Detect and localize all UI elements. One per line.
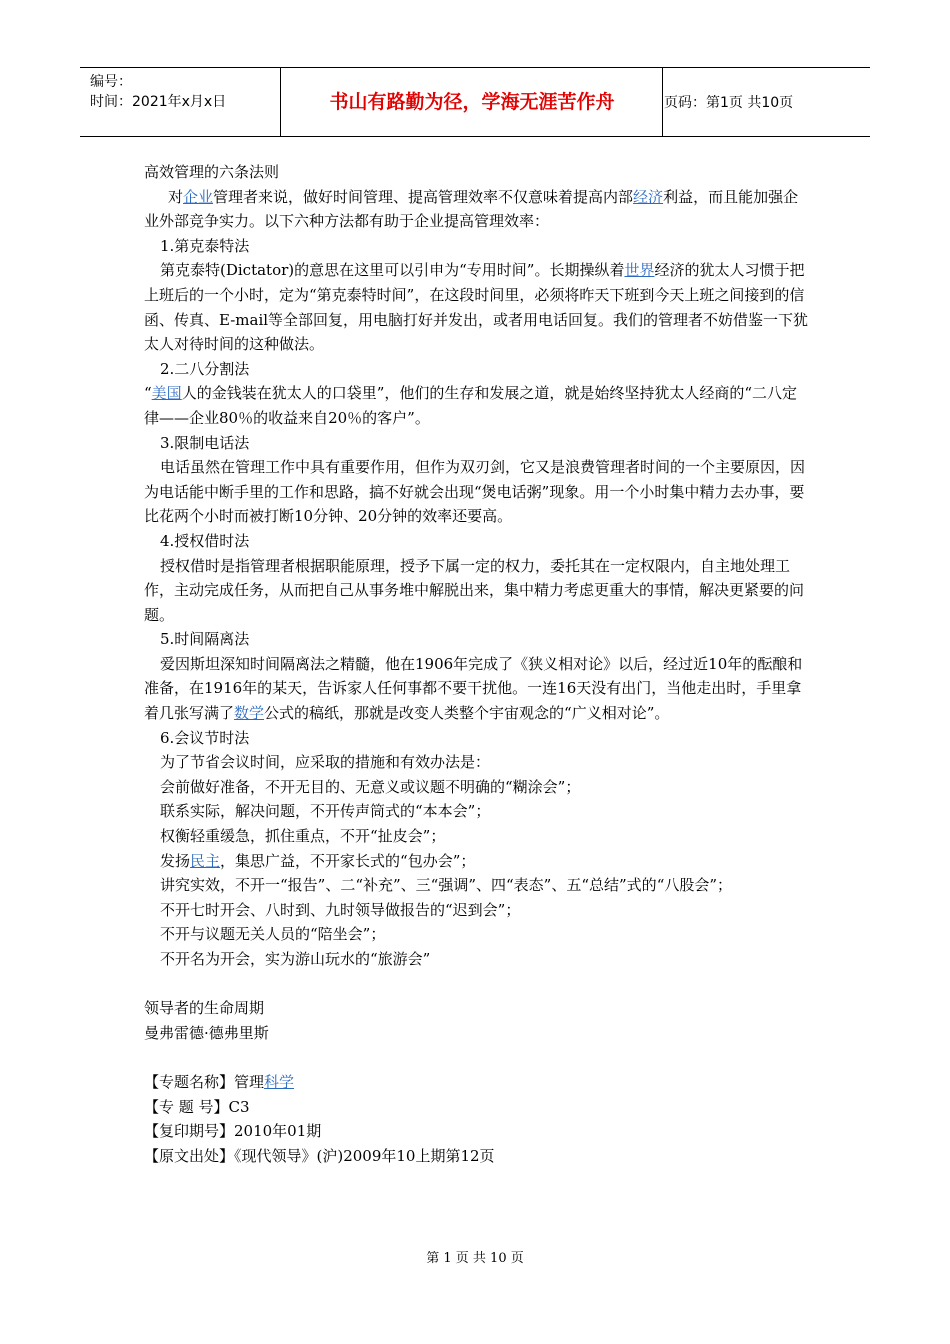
list-item: 会前做好准备，不开无目的、无意义或议题不明确的“糊涂会”； bbox=[160, 777, 581, 796]
section-body: 爱因斯坦深知时间隔离法之精髓，他在1906年完成了《狭义相对论》以后，经过近10年的酝酿和准备，在1916年的某天，告诉家人任何事都不要干扰他。一连16天没有出门，当他走出时，手里拿着几张写满了数学公式的稿纸，那就是改变人类整个宇宙观念的“广义相对论”。 bbox=[144, 654, 803, 723]
list-item: 不开名为开会，实为游山玩水的“旅游会” bbox=[160, 950, 431, 968]
header-divider bbox=[662, 68, 663, 136]
meta-topic: 【专题名称】管理科学 bbox=[144, 1072, 295, 1091]
link-world[interactable]: 世界 bbox=[624, 261, 655, 280]
header-motto: 书山有路勤为径，学海无涯苦作舟 bbox=[329, 91, 615, 113]
section-heading: 3.限制电话法 bbox=[160, 433, 250, 452]
page-footer: 第 1 页 共 10 页 bbox=[426, 1251, 524, 1266]
meta-topic-no: 【专 题 号】C3 bbox=[144, 1097, 250, 1116]
section-body: 电话虽然在管理工作中具有重要作用，但作为双刃剑，它又是浪费管理者时间的一个主要原因，因为电话能中断手里的工作和思路，搞不好就会出现“煲电话粥”现象。用一个小时集中精力去办事，要比花两个小时而被打断10分钟、20分钟的效率还要高。 bbox=[144, 458, 806, 526]
list-item: 权衡轻重缓急，抓住重点，不开“扯皮会”； bbox=[160, 827, 446, 846]
section-heading: 1.第克泰特法 bbox=[160, 236, 250, 255]
link-enterprise[interactable]: 企业 bbox=[183, 187, 214, 206]
link-math[interactable]: 数学 bbox=[234, 704, 265, 723]
section-body: 第克泰特(Dictator)的意思在这里可以引申为“专用时间”。长期操纵着世界经济的犹太人习惯于把上班后的一个小时，定为“第克泰特时间”，在这段时间里，必须将昨天下班到今天上班之间接到的信函、传真、E-mail等全部回复，用电脑打好并发出，或者用电话回复。我们的管理者不妨借鉴一下犹太人对待时间的这种做法。 bbox=[144, 261, 809, 354]
intro-paragraph: 对企业管理者来说，做好时间管理、提高管理效率不仅意味着提高内部经济利益，而且能加强企业外部竞争实力。以下六种方法都有助于企业提高管理效率： bbox=[144, 187, 799, 231]
spacer bbox=[144, 972, 810, 997]
list-item: 不开与议题无关人员的“陪坐会”； bbox=[160, 925, 386, 944]
article-title: 高效管理的六条法则 bbox=[144, 163, 280, 181]
link-usa[interactable]: 美国 bbox=[151, 384, 182, 403]
second-author: 曼弗雷德·德弗里斯 bbox=[144, 1023, 269, 1042]
section-body: “美国人的金钱装在犹太人的口袋里”，他们的生存和发展之道，就是始终坚持犹太人经商的“二八定律——企业80％的收益来自20％的客户”。 bbox=[144, 384, 798, 427]
header-divider bbox=[280, 68, 281, 136]
list-item: 不开七时开会、八时到、九时领导做报告的“迟到会”； bbox=[160, 900, 521, 919]
section-heading: 5.时间隔离法 bbox=[160, 630, 250, 649]
time-label: 时间：2021年x月x日 bbox=[90, 94, 227, 110]
link-economy[interactable]: 经济 bbox=[633, 187, 664, 206]
list-item: 讲究实效，不开一“报告”、二“补充”、三“强调”、四“表态”、五“总结”式的“八股会”； bbox=[160, 876, 733, 895]
list-item: 发扬民主，集思广益，不开家长式的“包办会”； bbox=[160, 851, 476, 870]
meta-source: 【原文出处】《现代领导》(沪)2009年10上期第12页 bbox=[144, 1146, 495, 1165]
list-item: 为了节省会议时间，应采取的措施和有效办法是： bbox=[160, 753, 491, 772]
section-heading: 4.授权借时法 bbox=[160, 531, 250, 550]
page-header bbox=[80, 67, 870, 137]
link-democracy[interactable]: 民主 bbox=[190, 851, 221, 870]
meta-issue: 【复印期号】2010年01期 bbox=[144, 1122, 322, 1141]
section-body: 授权借时是指管理者根据职能原理，授予下属一定的权力，委托其在一定权限内，自主地处理工作，主动完成任务，从而把自己从事务堆中解脱出来，集中精力考虑更重大的事情，解决更紧要的问题。 bbox=[144, 556, 805, 624]
section-heading: 6.会议节时法 bbox=[160, 728, 250, 747]
header-left bbox=[90, 72, 226, 112]
section-heading: 2.二八分割法 bbox=[160, 359, 250, 378]
header-page-info: 页码：第1页 共10页 bbox=[664, 95, 794, 111]
document-body bbox=[144, 160, 810, 1168]
spacer bbox=[144, 1045, 810, 1070]
list-item: 联系实际，解决问题，不开传声筒式的“本本会”； bbox=[160, 802, 491, 821]
number-label: 编号： bbox=[90, 74, 132, 90]
second-title: 领导者的生命周期 bbox=[144, 999, 265, 1018]
link-science[interactable]: 科学 bbox=[264, 1072, 295, 1091]
